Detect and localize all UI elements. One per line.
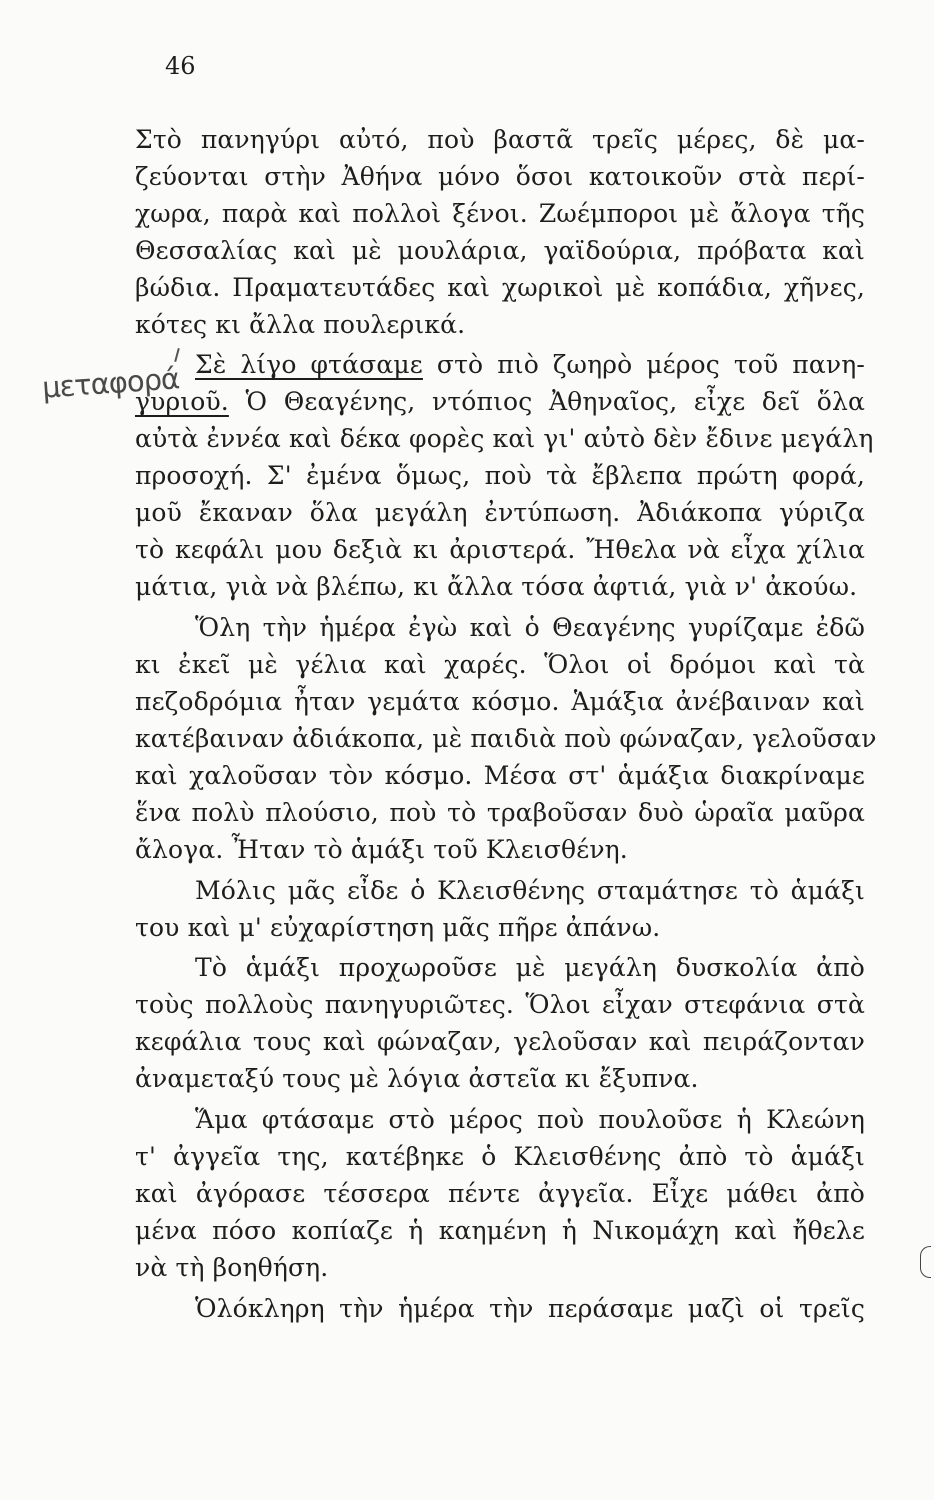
text-line: καὶ ἀγόρασε τέσσερα πέντε ἀγγεῖα. Εἶχε μάθει ἀπὸ (135, 1179, 865, 1208)
text-line: ἕνα πολὺ πλούσιο, ποὺ τὸ τραβοῦσαν δυὸ ὡραῖα μαῦρα (135, 798, 865, 827)
text-line: Ἅμα φτάσαμε στὸ μέρος ποὺ πουλοῦσε ἡ Κλεώνη (195, 1105, 865, 1134)
text-line: ἄλογα. Ἦταν τὸ ἁμάξι τοῦ Κλεισθένη. (135, 835, 628, 864)
text-line: καὶ χαλοῦσαν τὸν κόσμο. Μέσα στ' ἁμάξια διακρίναμε (135, 761, 865, 790)
text-line: κότες κι ἄλλα πουλερικά. (135, 310, 466, 339)
text-line: τοὺς πολλοὺς πανηγυριῶτες. Ὅλοι εἶχαν στεφάνια στὰ (135, 990, 865, 1019)
underlined-phrase: γυριοῦ. (135, 387, 229, 416)
text-line: Θεσσαλίας καὶ μὲ μουλάρια, γαϊδούρια, πρόβατα καὶ (135, 236, 865, 265)
text-line: Μόλις μᾶς εἶδε ὁ Κλεισθένης σταμάτησε τὸ ἁμάξι (195, 876, 865, 905)
text-line: τὸ κεφάλι μου δεξιὰ κι ἀριστερά. Ἤθελα νὰ εἶχα χίλια (135, 535, 865, 564)
pencil-tick-mark (174, 348, 180, 362)
text-line: βώδια. Πραματευτάδες καὶ χωρικοὶ μὲ κοπάδια, χῆνες, (135, 273, 865, 302)
text-line: του καὶ μ' εὐχαρίστηση μᾶς πῆρε ἀπάνω. (135, 913, 661, 942)
text-line: μένα πόσο κοπίαζε ἡ καημένη ἡ Νικομάχη καὶ ἤθελε (135, 1216, 865, 1245)
page-number: 46 (165, 52, 196, 80)
text-line: νὰ τὴ βοηθήση. (135, 1253, 329, 1282)
text-line: ἀναμεταξύ τους μὲ λόγια ἀστεῖα κι ἔξυπνα. (135, 1064, 699, 1093)
text-line: κι ἐκεῖ μὲ γέλια καὶ χαρές. Ὅλοι οἱ δρόμοι καὶ τὰ (135, 650, 865, 679)
text-line-rest: στὸ πιὸ ζωηρὸ μέρος τοῦ πανη- (436, 350, 865, 379)
text-line: μοῦ ἔκαναν ὅλα μεγάλη ἐντύπωση. Ἀδιάκοπα γύριζα (135, 498, 865, 527)
text-line-rest: Ὁ Θεαγένης, ντόπιος Ἀθηναῖος, εἶχε δεῖ ὅλα (245, 387, 865, 416)
underlined-phrase: Σὲ λίγο φτάσαμε (195, 350, 423, 379)
text-line: τ' ἀγγεῖα της, κατέβηκε ὁ Κλεισθένης ἀπὸ τὸ ἁμάξι (135, 1142, 865, 1171)
page-edge-mark (920, 1246, 931, 1278)
text-line: κατέβαιναν ἀδιάκοπα, μὲ παιδιὰ ποὺ φώναζαν, γελοῦσαν (135, 724, 877, 753)
text-line: Στὸ πανηγύρι αὐτό, ποὺ βαστᾶ τρεῖς μέρες, δὲ μα- (135, 125, 865, 154)
text-line: αὐτὰ ἐννέα καὶ δέκα φορὲς καὶ γι' αὐτὸ δὲν ἔδινε μεγάλη (135, 424, 874, 453)
text-line (195, 350, 865, 380)
text-line: κεφάλια τους καὶ φώναζαν, γελοῦσαν καὶ πειράζονταν (135, 1027, 865, 1056)
text-line: προσοχή. Σ' ἐμένα ὅμως, ποὺ τὰ ἔβλεπα πρώτη φορά, (135, 461, 865, 490)
text-line (135, 387, 865, 417)
text-line: Ὁλόκληρη τὴν ἡμέρα τὴν περάσαμε μαζὶ οἱ τρεῖς (195, 1294, 865, 1323)
text-line: Ὅλη τὴν ἡμέρα ἐγὼ καὶ ὁ Θεαγένης γυρίζαμε ἐδῶ (195, 613, 865, 642)
text-line: μάτια, γιὰ νὰ βλέπω, κι ἄλλα τόσα ἀφτιά, γιὰ ν' ἀκούω. (135, 572, 858, 601)
text-line: Τὸ ἁμάξι προχωροῦσε μὲ μεγάλη δυσκολία ἀπὸ (195, 953, 865, 982)
text-line: πεζοδρόμια ἦταν γεμάτα κόσμο. Ἁμάξια ἀνέβαιναν καὶ (135, 687, 865, 716)
text-line: ζεύονται στὴν Ἀθήνα μόνο ὅσοι κατοικοῦν στὰ περί- (135, 162, 865, 191)
handwritten-margin-note: μεταφορά (40, 361, 181, 405)
text-line: χωρα, παρὰ καὶ πολλοὶ ξένοι. Ζωέμποροι μὲ ἄλογα τῆς (135, 199, 865, 228)
